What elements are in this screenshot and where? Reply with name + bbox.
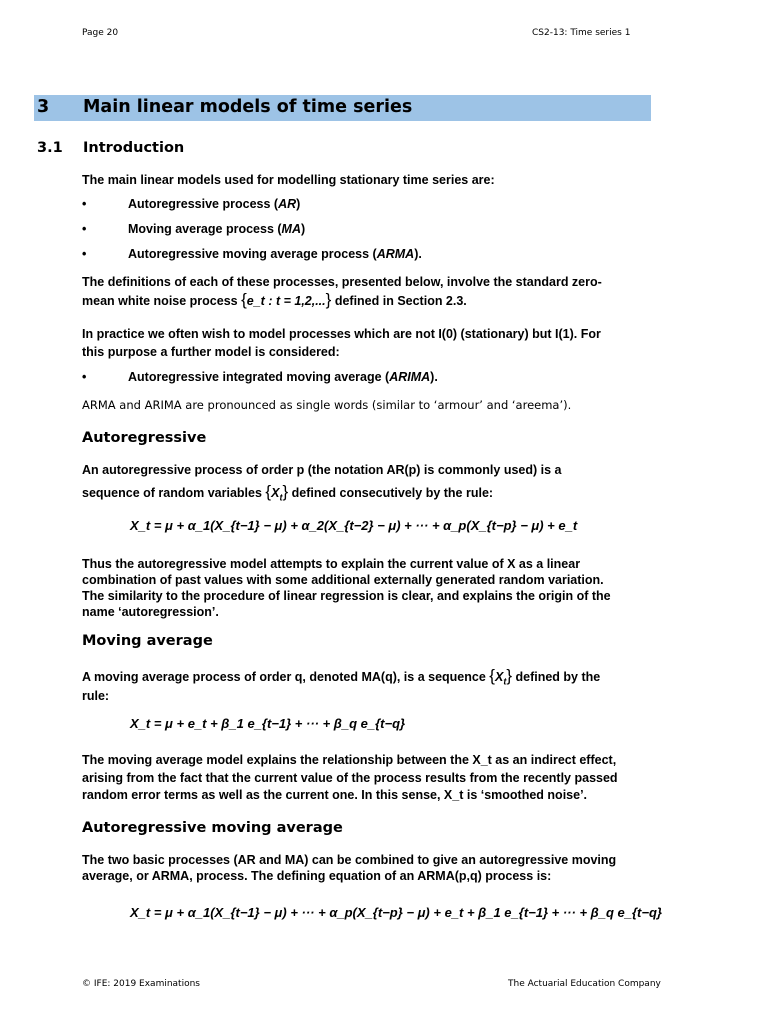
ma-definition-line-2: rule: <box>82 689 110 703</box>
definitions-line-2: mean white noise process {e_t : t = 1,2,...} defined in Section 2.3. <box>82 290 467 309</box>
section-title: Main linear models of time series <box>83 97 413 117</box>
ar-equation: X_t = μ + α_1(X_{t−1} − μ) + α_2(X_{t−2} − μ) + ··· + α_p(X_{t−p} − μ) + e_t <box>130 518 578 533</box>
bullet-icon: • <box>82 370 87 384</box>
bullet-icon: • <box>82 222 87 236</box>
heading-autoregressive: Autoregressive <box>82 430 207 446</box>
intro-lead: The main linear models used for modelling stationary time series are: <box>82 173 495 187</box>
heading-moving-average: Moving average <box>82 633 213 649</box>
subsection-title: Introduction <box>83 140 185 156</box>
arma-explanation-1: The two basic processes (AR and MA) can be combined to give an autoregressive moving <box>82 853 617 867</box>
ma-explanation-2: arising from the fact that the current value of the process results from the recently passed <box>82 771 618 785</box>
ma-explanation-1: The moving average model explains the relationship between the X_t as an indirect effect, <box>82 753 617 767</box>
ar-definition-line-2: sequence of random variables $\{X_t\}$ defined consecutively by the rule: <box>82 482 494 503</box>
arma-equation: X_t = μ + α_1(X_{t−1} − μ) + ··· + α_p(X_{t−p} − μ) + e_t + β_1 e_{t−1} + ··· + β_q e_{t−q} <box>130 905 662 920</box>
practice-line-1: In practice we often wish to model processes which are not I(0) (stationary) but I(1). For <box>82 327 601 341</box>
ar-definition-line-1: An autoregressive process of order p (the notation AR(p) is commonly used) is a <box>82 463 562 477</box>
definitions-line-1: The definitions of each of these processes, presented below, involve the standard zero- <box>82 275 602 289</box>
ma-definition-line-1: A moving average process of order q, denoted MA(q), is a sequence $\{X_t\}$ defined by the <box>82 666 601 687</box>
heading-arma: Autoregressive moving average <box>82 820 343 836</box>
ar-explanation-2: combination of past values with some additional externally generated random variation. <box>82 573 604 587</box>
ma-explanation-3: random error terms as well as the current one. In this sense, X_t is ‘smoothed noise’. <box>82 788 588 802</box>
ar-explanation-3: The similarity to the procedure of linear regression is clear, and explains the origin of the <box>82 589 611 603</box>
copyright: © IFE: 2019 Examinations <box>82 979 200 989</box>
ar-explanation-1: Thus the autoregressive model attempts to explain the current value of X as a linear <box>82 557 581 571</box>
ar-explanation-4: name ‘autoregression’. <box>82 605 219 619</box>
bullet-icon: • <box>82 197 87 211</box>
document-title: CS2-13: Time series 1 <box>532 28 631 38</box>
white-noise-set: e_t : t = 1,2,... <box>246 294 326 308</box>
publisher: The Actuarial Education Company <box>508 979 661 989</box>
bullet-icon: • <box>82 247 87 261</box>
section-number: 3 <box>37 97 50 117</box>
subsection-number: 3.1 <box>37 140 63 156</box>
page-number: Page 20 <box>82 28 119 38</box>
ma-equation: X_t = μ + e_t + β_1 e_{t−1} + ··· + β_q e_{t−q} <box>130 716 406 731</box>
pronunciation-note: ARMA and ARIMA are pronounced as single words (similar to ‘armour’ and ‘areema’). <box>82 398 572 412</box>
practice-line-2: this purpose a further model is considered: <box>82 345 340 359</box>
arma-explanation-2: average, or ARMA, process. The defining equation of an ARMA(p,q) process is: <box>82 869 552 883</box>
